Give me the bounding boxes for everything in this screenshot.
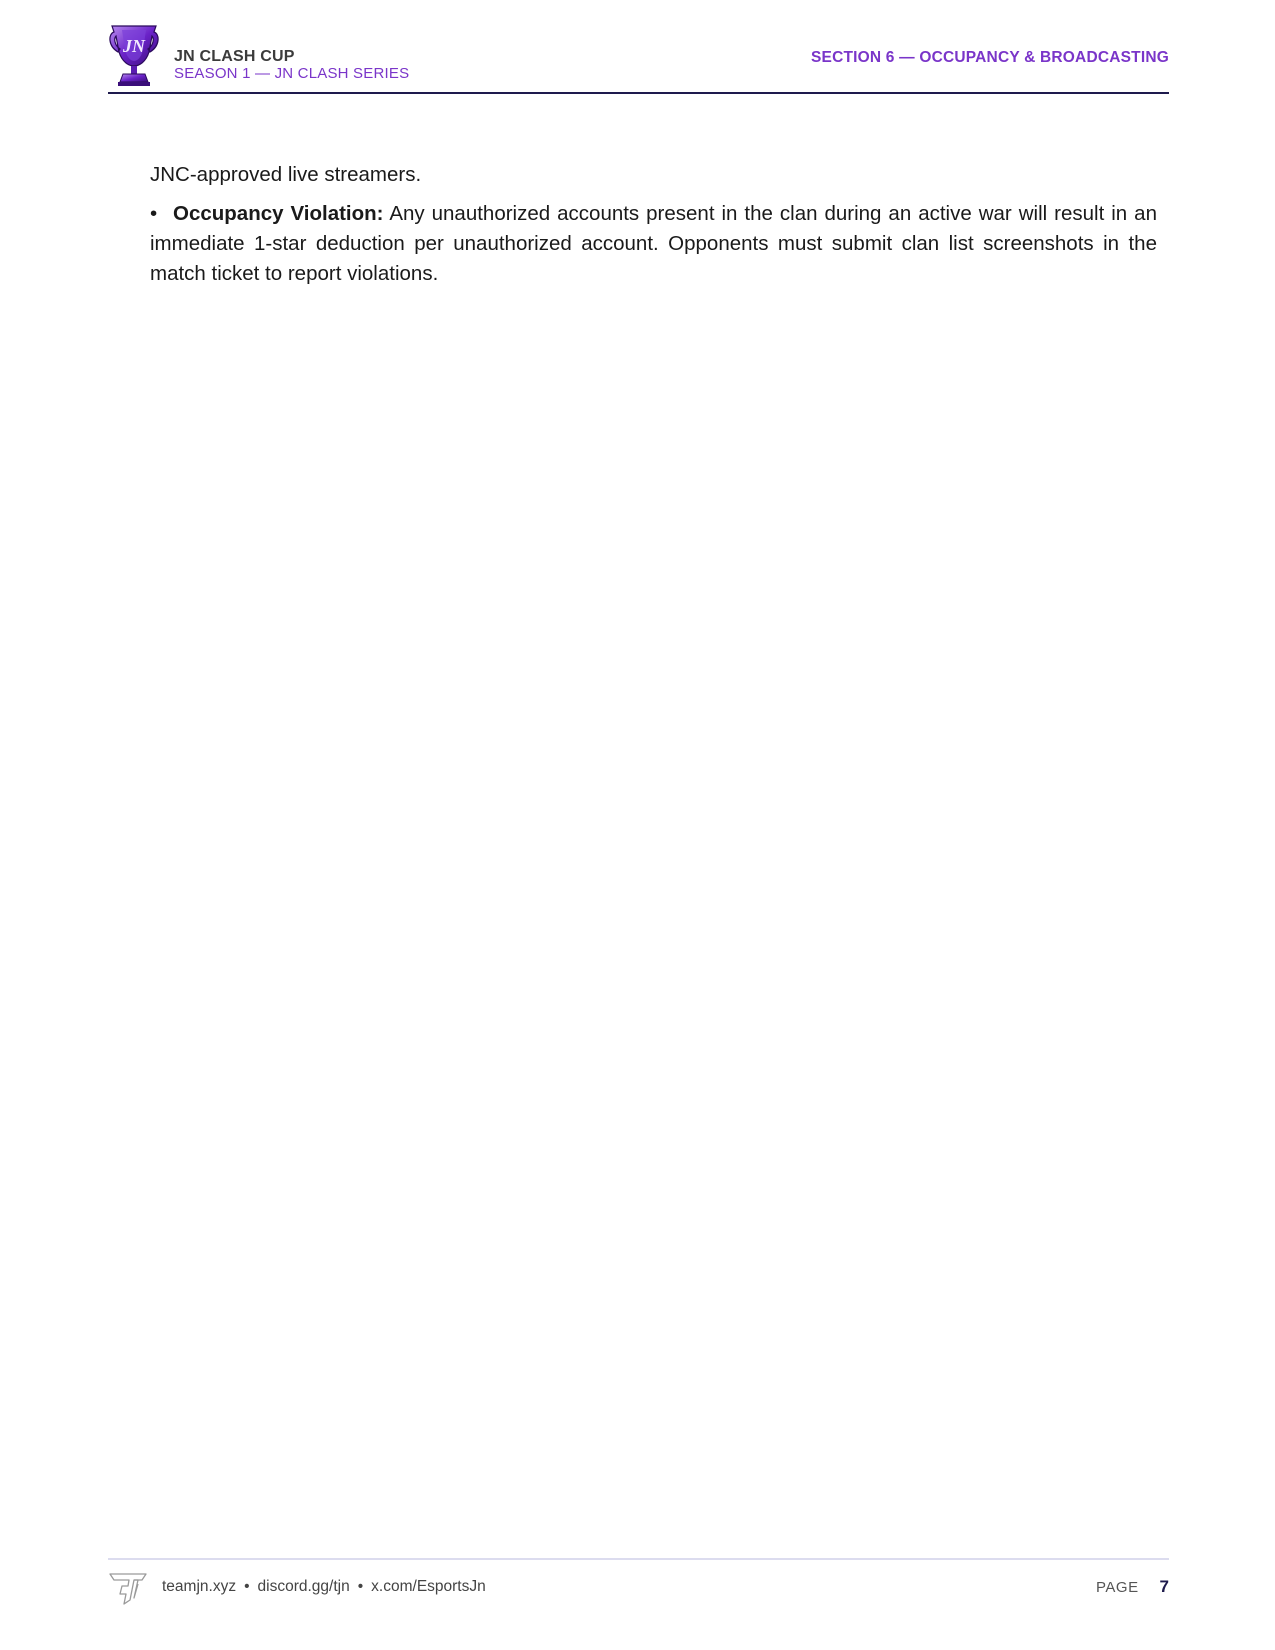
list-item (150, 199, 1157, 289)
bullet-text: Any unauthorized accounts present in the clan during an active war will result in an immediate 1-star deduction per unauthorized account. Opponents must submit clan list screenshots in the match ticket to report violations. (150, 202, 1157, 285)
footer-link-discord[interactable]: discord.gg/tjn (257, 1578, 350, 1595)
page-label: PAGE (1096, 1579, 1139, 1596)
bullet-lead: Occupancy Violation: (173, 202, 384, 225)
footer-divider (108, 1558, 1169, 1560)
footer-links (162, 1578, 486, 1596)
page-body (150, 160, 1157, 298)
footer-link-x[interactable]: x.com/EsportsJn (371, 1578, 486, 1595)
brand-title: JN CLASH CUP (174, 48, 295, 65)
continued-line: JNC-approved live streamers. (150, 163, 422, 186)
section-title: SECTION 6 — OCCUPANCY & BROADCASTING (811, 49, 1169, 66)
page-number: 7 (1159, 1577, 1169, 1596)
bullet-marker: • (150, 202, 158, 225)
page-header (108, 22, 1169, 94)
footer-link-website[interactable]: teamjn.xyz (162, 1578, 237, 1595)
footer-separator: • (357, 1578, 364, 1595)
svg-text:JN: JN (123, 36, 145, 56)
trophy-jn-icon (108, 22, 160, 88)
jn-monogram-icon (108, 1570, 148, 1606)
brand-subtitle: SEASON 1 — JN CLASH SERIES (174, 65, 410, 82)
footer-separator: • (244, 1578, 250, 1595)
